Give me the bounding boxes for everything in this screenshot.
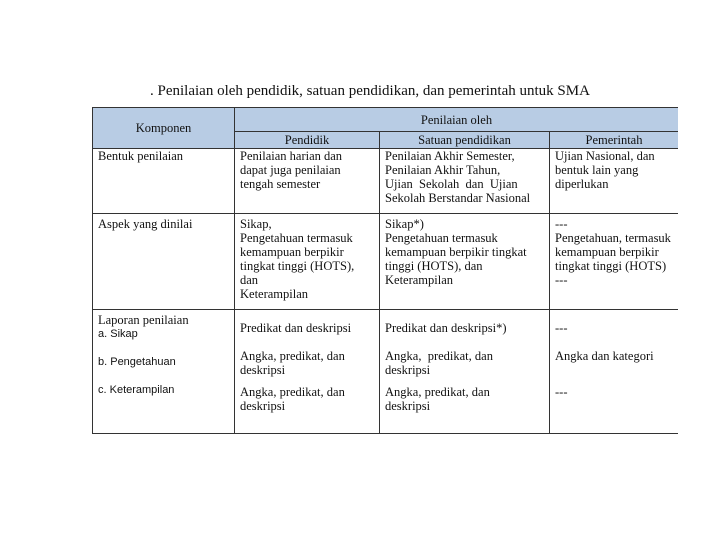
cell-aspek-pendidik: Sikap, Pengetahuan termasuk kemampuan berpikir tingkat tinggi (HOTS), dan Keterampilan [235, 214, 380, 310]
cell-bentuk-satuan: Penilaian Akhir Semester, Penilaian Akhir Tahun, Ujian Sekolah dan Ujian Sekolah Berstandar Nasional [380, 149, 550, 214]
header-pemerintah: Pemerintah [550, 132, 679, 149]
header-penilaian-oleh: Penilaian oleh [235, 108, 679, 132]
cell-laporan-satuan: Predikat dan deskripsi*) Angka, predikat, dan deskripsi Angka, predikat, dan deskripsi [380, 310, 550, 434]
header-pendidik: Pendidik [235, 132, 380, 149]
cell-bentuk-pendidik: Penilaian harian dan dapat juga penilaian tengah semester [235, 149, 380, 214]
sub-label-pengetahuan: b. Pengetahuan [98, 356, 176, 368]
cell-laporan-pendidik: Predikat dan deskripsi Angka, predikat, dan deskripsi Angka, predikat, dan deskripsi [235, 310, 380, 434]
sub-label-sikap: a. Sikap [98, 328, 138, 340]
sub-label-keterampilan: c. Keterampilan [98, 384, 175, 396]
row-label-laporan: Laporan penilaian a. Sikap b. Pengetahuan c. Keterampilan [93, 310, 235, 434]
cell-bentuk-pemerintah: Ujian Nasional, dan bentuk lain yang diperlukan [550, 149, 679, 214]
row-label-bentuk: Bentuk penilaian [93, 149, 235, 214]
assessment-table-container [92, 107, 678, 440]
table-caption: . Penilaian oleh pendidik, satuan pendidikan, dan pemerintah untuk SMA [150, 83, 590, 99]
cell-aspek-satuan: Sikap*) Pengetahuan termasuk kemampuan berpikir tingkat tinggi (HOTS), dan Keterampilan [380, 214, 550, 310]
cell-aspek-pemerintah: --- Pengetahuan, termasuk kemampuan berpikir tingkat tinggi (HOTS) --- [550, 214, 679, 310]
table-row-aspek [93, 214, 679, 310]
assessment-table [92, 107, 678, 434]
cell-laporan-pemerintah: --- Angka dan kategori --- [550, 310, 679, 434]
row-label-aspek: Aspek yang dinilai [93, 214, 235, 310]
header-satuan-pendidikan: Satuan pendidikan [380, 132, 550, 149]
table-row-bentuk [93, 149, 679, 214]
table-row-laporan [93, 310, 679, 434]
header-komponen: Komponen [93, 108, 235, 149]
